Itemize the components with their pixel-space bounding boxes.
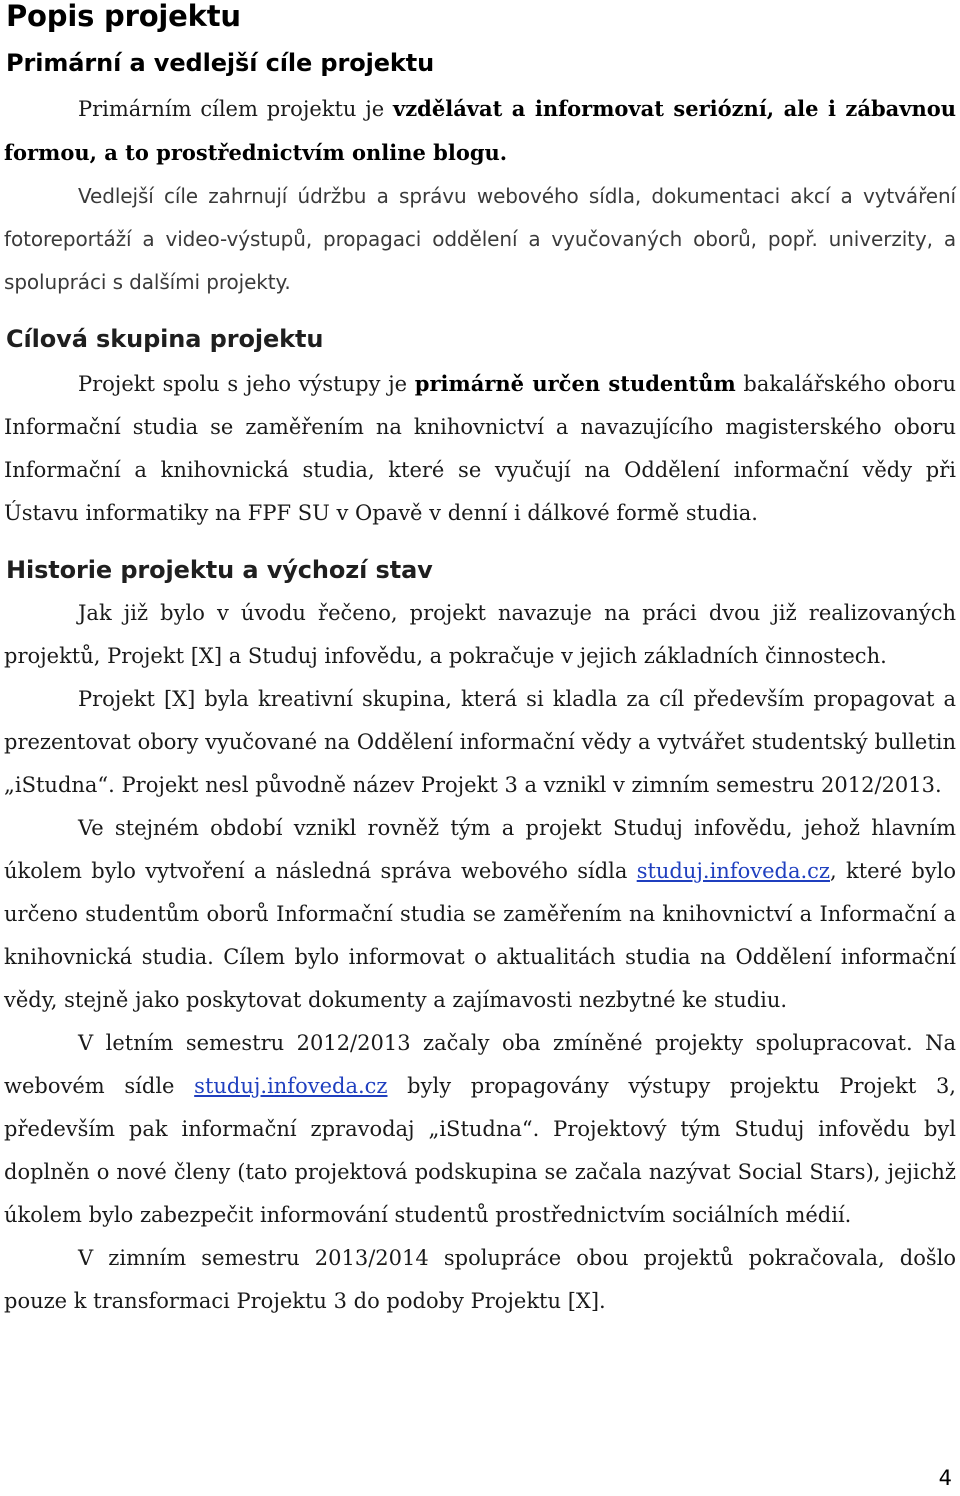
goals-secondary-paragraph: Vedlejší cíle zahrnují údržbu a správu webového sídla, dokumentaci akcí a vytváření fotoreportáží a video-výstupů, propagaci oddělení a vyučovaných oborů, popř. univerzity, a spolupráci s dalšími projekty. — [4, 184, 956, 294]
history-paragraph-2: Projekt [X] byla kreativní skupina, která si kladla za cíl především propagovat a prezentovat obory vyučované na Oddělení informační vědy a vytvářet studentský bulletin „iStudna“. Projekt nesl původně název Projekt 3 a vznikl v zimním semestru 2012/2013. — [4, 687, 956, 797]
section-heading-history: Historie projektu a výchozí stav — [6, 556, 433, 584]
history-paragraph-4 — [4, 1022, 956, 1237]
history-paragraph-1: Jak již bylo v úvodu řečeno, projekt navazuje na práci dvou již realizovaných projektů, Projekt [X] a Studuj infovědu, a pokračuje v jejich základních činnostech. — [4, 601, 956, 668]
section-body-target-group — [4, 362, 956, 535]
studuj-infoveda-link-2[interactable]: studuj.infoveda.cz — [194, 1074, 388, 1098]
target-group-text-after: bakalářského oboru Informační studia se zaměřením na knihovnictví a navazujícího magisterského oboru Informační a knihovnická studia, které se vyučují na Oddělení informační vědy při Ústavu informatiky na FPF SU v Opavě v denní i dálkové formě studia. — [4, 372, 956, 525]
history-p4-text-before: V letním semestru 2012/2013 začaly oba zmíněné projekty spolupracovat. Na webovém sídle — [4, 1031, 956, 1098]
goals-primary-bold: vzdělávat a informovat seriózní, ale i zábavnou formou, a to prostřednictvím online blogu. — [4, 96, 956, 165]
history-p4-text-after: byly propagovány výstupy projektu Projekt 3, především pak informační zpravodaj „iStudna“. Projektový tým Studuj infovědu byl doplněn o nové členy (tato projektová podskupina se začala nazývat Social Stars), jejichž úkolem bylo zabezpečit informování studentů prostřednictvím sociálních médií. — [4, 1074, 956, 1227]
target-group-bold: primárně určen studentům — [414, 371, 736, 396]
history-paragraph-5: V zimním semestru 2013/2014 spolupráce obou projektů pokračovala, došlo pouze k transformaci Projektu 3 do podoby Projektu [X]. — [4, 1246, 956, 1313]
target-group-paragraph — [4, 362, 956, 535]
history-p3-text-after: , které bylo určeno studentům oborů Informační studia se zaměřením na knihovnictví a Informační a knihovnická studia. Cílem bylo informovat o aktualitách studia na Oddělení informační vědy, stejně jako poskytovat dokumenty a zajímavosti nezbytné ke studiu. — [4, 859, 957, 1012]
section-heading-goals: Primární a vedlejší cíle projektu — [6, 49, 435, 77]
page-number: 4 — [938, 1466, 952, 1490]
goals-primary-text: Primárním cílem projektu je — [78, 97, 394, 121]
page-title: Popis projektu — [6, 0, 241, 33]
target-group-text-before: Projekt spolu s jeho výstupy je — [78, 372, 415, 396]
studuj-infoveda-link[interactable]: studuj.infoveda.cz — [636, 859, 830, 883]
goals-primary-paragraph — [4, 87, 956, 175]
section-body-history — [4, 592, 956, 1323]
section-heading-target-group: Cílová skupina projektu — [6, 325, 324, 353]
history-p3-text-before: Ve stejném období vznikl rovněž tým a projekt Studuj infovědu, jehož hlavním úkolem bylo vytvoření a následná správa webového sídla — [4, 816, 956, 883]
section-body-goals — [4, 87, 956, 304]
history-paragraph-3 — [4, 807, 956, 1022]
